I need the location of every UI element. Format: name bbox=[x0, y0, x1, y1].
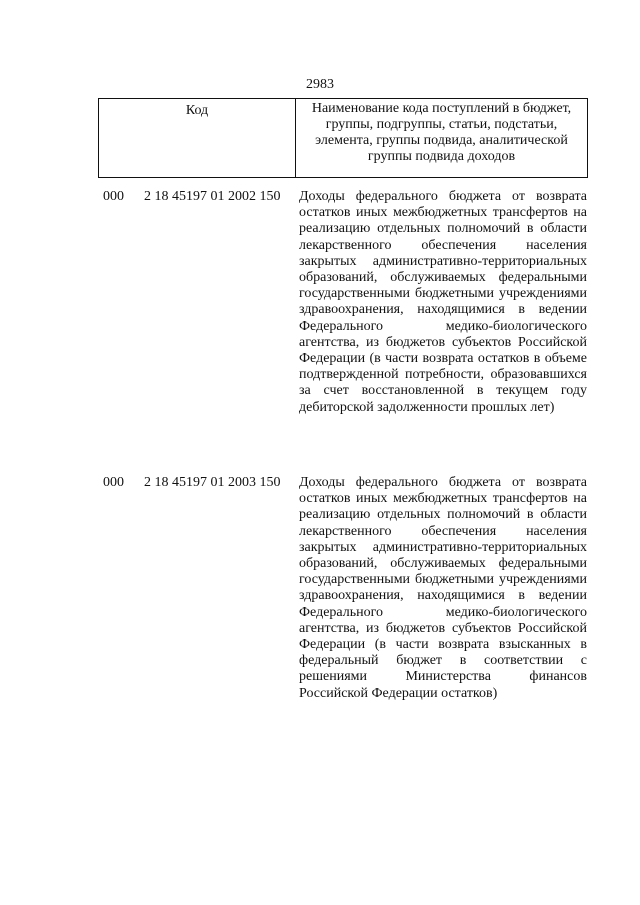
admin-code: 000 bbox=[103, 475, 124, 490]
page-number: 2983 bbox=[306, 77, 334, 92]
budget-classification-code: 2 18 45197 01 2002 150 bbox=[144, 189, 281, 204]
income-description: Доходы федерального бюджета от возврата остатков иных межбюджетных трансфертов на реализацию отдельных полномочий в области лекарственного обеспечения населения закрытых административно-территориальных образований, обслуживаемых федеральными государственными бюджетными учреждениями здравоохранения, находящимися в ведении Федерального медико-биологического агентства, из бюджетов субъектов Российской Федерации (в части возврата остатков в объеме подтвержденной потребности, образовавшихся за счет восстановленной в текущем году дебиторской задолженности прошлых лет) bbox=[299, 189, 587, 415]
admin-code: 000 bbox=[103, 189, 124, 204]
budget-classification-code: 2 18 45197 01 2003 150 bbox=[144, 475, 281, 490]
income-description: Доходы федерального бюджета от возврата остатков иных межбюджетных трансфертов на реализацию отдельных полномочий в области лекарственного обеспечения населения закрытых административно-территориальных образований, обслуживаемых федеральными государственными бюджетными учреждениями здравоохранения, находящимися в ведении Федерального медико-биологического агентства, из бюджетов субъектов Российской Федерации (в части возврата взысканных в федеральный бюджет в соответствии с решениями Министерства финансов Российской Федерации остатков) bbox=[299, 475, 587, 701]
header-code-cell: Код bbox=[99, 99, 296, 178]
table-header bbox=[98, 98, 588, 178]
header-name-cell: Наименование кода поступлений в бюджет, группы, подгруппы, статьи, подстатьи, элемента, группы подвида, аналитической группы подвида доходов bbox=[296, 99, 588, 178]
